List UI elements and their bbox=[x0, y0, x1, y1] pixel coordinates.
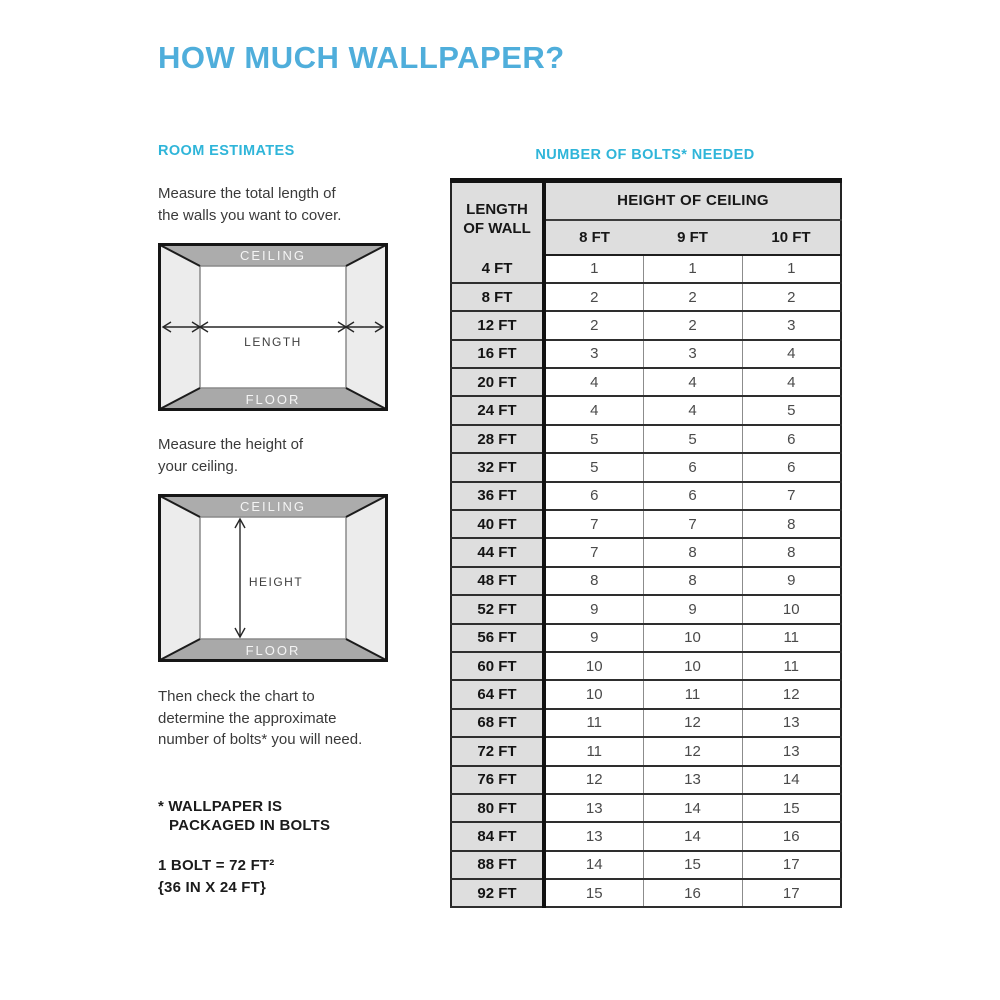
table-row bbox=[451, 368, 841, 396]
table-row bbox=[451, 624, 841, 652]
table-row bbox=[451, 851, 841, 879]
instruction-line: Measure the height of bbox=[158, 436, 304, 453]
footnote-line: * WALLPAPER IS bbox=[158, 797, 283, 815]
bolt-count-cell: 8 bbox=[544, 567, 643, 595]
table-row bbox=[451, 680, 841, 708]
wall-length-label: 56 FT bbox=[451, 624, 544, 652]
bolt-count-cell: 8 bbox=[643, 538, 742, 566]
bolt-count-cell: 11 bbox=[544, 709, 643, 737]
bolt-count-cell: 7 bbox=[544, 538, 643, 566]
bolt-count-cell: 14 bbox=[544, 851, 643, 879]
bolt-count-cell: 9 bbox=[544, 624, 643, 652]
wall-length-label: 12 FT bbox=[451, 311, 544, 339]
bolt-count-cell: 4 bbox=[643, 368, 742, 396]
instruction-measure-length bbox=[158, 183, 450, 226]
bolt-count-cell: 7 bbox=[643, 510, 742, 538]
bolt-count-cell: 5 bbox=[544, 425, 643, 453]
table-row bbox=[451, 482, 841, 510]
bolts-table-header bbox=[451, 181, 841, 255]
bolt-count-cell: 4 bbox=[742, 340, 841, 368]
bolts-needed-section bbox=[450, 147, 840, 908]
wall-length-label: 72 FT bbox=[451, 737, 544, 765]
table-row bbox=[451, 567, 841, 595]
bolt-count-cell: 15 bbox=[544, 879, 643, 907]
wall-length-label: 64 FT bbox=[451, 680, 544, 708]
bolt-count-cell: 6 bbox=[544, 482, 643, 510]
bolt-count-cell: 16 bbox=[643, 879, 742, 907]
wall-length-label: 60 FT bbox=[451, 652, 544, 680]
bolt-count-cell: 2 bbox=[544, 283, 643, 311]
table-row bbox=[451, 709, 841, 737]
wall-length-label: 32 FT bbox=[451, 453, 544, 481]
table-row bbox=[451, 340, 841, 368]
instruction-line: Measure the total length of bbox=[158, 185, 336, 202]
bolt-size-line: 1 BOLT = 72 FT² bbox=[158, 856, 275, 874]
bolt-count-cell: 4 bbox=[643, 396, 742, 424]
instruction-check-chart bbox=[158, 686, 450, 751]
length-room-diagram bbox=[158, 243, 388, 411]
wall-length-label: 16 FT bbox=[451, 340, 544, 368]
instruction-line: determine the approximate bbox=[158, 709, 337, 727]
floor-label: FLOOR bbox=[245, 643, 301, 658]
table-row bbox=[451, 538, 841, 566]
wall-length-label: 76 FT bbox=[451, 766, 544, 794]
bolt-count-cell: 3 bbox=[643, 340, 742, 368]
bolt-count-cell: 12 bbox=[544, 766, 643, 794]
bolt-count-cell: 3 bbox=[544, 340, 643, 368]
wall-length-label: 80 FT bbox=[451, 794, 544, 822]
bolt-count-cell: 13 bbox=[742, 709, 841, 737]
wall-length-label: 8 FT bbox=[451, 283, 544, 311]
wall-length-label: 36 FT bbox=[451, 482, 544, 510]
bolt-count-cell: 5 bbox=[643, 425, 742, 453]
left-wall-plane bbox=[160, 496, 200, 660]
table-row bbox=[451, 737, 841, 765]
footnote-line: PACKAGED IN BOLTS bbox=[169, 816, 331, 834]
bolt-count-cell: 10 bbox=[544, 652, 643, 680]
bolt-count-cell: 8 bbox=[643, 567, 742, 595]
bolt-count-cell: 15 bbox=[742, 794, 841, 822]
bolt-count-cell: 14 bbox=[643, 794, 742, 822]
bolt-count-cell: 7 bbox=[742, 482, 841, 510]
bolt-count-cell: 9 bbox=[544, 595, 643, 623]
height-room-diagram bbox=[158, 494, 388, 662]
bolt-count-cell: 6 bbox=[643, 453, 742, 481]
bolt-count-cell: 2 bbox=[643, 311, 742, 339]
bolt-count-cell: 4 bbox=[544, 396, 643, 424]
height-label: HEIGHT bbox=[248, 575, 304, 589]
table-row bbox=[451, 255, 841, 283]
bolt-count-cell: 3 bbox=[742, 311, 841, 339]
bolt-count-cell: 2 bbox=[643, 283, 742, 311]
bolt-count-cell: 11 bbox=[742, 624, 841, 652]
col-header-8ft: 8 FT bbox=[544, 220, 643, 255]
instruction-line: Then check the chart to bbox=[158, 688, 315, 705]
wall-length-label: 52 FT bbox=[451, 595, 544, 623]
bolt-count-cell: 13 bbox=[544, 822, 643, 850]
bolt-count-cell: 14 bbox=[742, 766, 841, 794]
bolt-count-cell: 9 bbox=[742, 567, 841, 595]
wall-length-label: 44 FT bbox=[451, 538, 544, 566]
bolt-count-cell: 15 bbox=[643, 851, 742, 879]
col-header-9ft: 9 FT bbox=[643, 220, 742, 255]
wall-length-label: 68 FT bbox=[451, 709, 544, 737]
bolts-needed-heading: NUMBER OF BOLTS* NEEDED bbox=[535, 147, 755, 163]
bolt-count-cell: 11 bbox=[742, 652, 841, 680]
bolt-count-cell: 13 bbox=[544, 794, 643, 822]
table-row bbox=[451, 425, 841, 453]
table-row bbox=[451, 879, 841, 907]
room-estimates-section bbox=[158, 143, 450, 899]
ceiling-label: CEILING bbox=[239, 499, 307, 514]
bolt-count-cell: 10 bbox=[643, 624, 742, 652]
bolt-count-cell: 12 bbox=[643, 709, 742, 737]
table-row bbox=[451, 510, 841, 538]
wall-length-label: 4 FT bbox=[451, 255, 544, 283]
wallpaper-bolts-footnote bbox=[158, 797, 450, 835]
bolt-count-cell: 13 bbox=[742, 737, 841, 765]
bolt-count-cell: 10 bbox=[742, 595, 841, 623]
bolt-count-cell: 8 bbox=[742, 538, 841, 566]
bolt-count-cell: 16 bbox=[742, 822, 841, 850]
bolt-count-cell: 2 bbox=[544, 311, 643, 339]
bolt-count-cell: 1 bbox=[742, 255, 841, 283]
bolt-size-note bbox=[158, 855, 450, 899]
bolt-count-cell: 17 bbox=[742, 851, 841, 879]
bolt-count-cell: 12 bbox=[742, 680, 841, 708]
header-line: OF WALL bbox=[463, 219, 531, 237]
table-row bbox=[451, 794, 841, 822]
wall-length-label: 28 FT bbox=[451, 425, 544, 453]
wall-length-label: 92 FT bbox=[451, 879, 544, 907]
bolt-count-cell: 8 bbox=[742, 510, 841, 538]
bolt-count-cell: 4 bbox=[742, 368, 841, 396]
wall-length-label: 48 FT bbox=[451, 567, 544, 595]
table-row bbox=[451, 453, 841, 481]
table-row bbox=[451, 311, 841, 339]
bolt-size-line: {36 IN X 24 FT} bbox=[158, 878, 267, 896]
bolts-table bbox=[450, 178, 842, 908]
right-wall-plane bbox=[346, 496, 386, 660]
bolt-count-cell: 14 bbox=[643, 822, 742, 850]
wall-length-label: 84 FT bbox=[451, 822, 544, 850]
instruction-line: your ceiling. bbox=[158, 457, 239, 475]
bolt-count-cell: 2 bbox=[742, 283, 841, 311]
page-title: HOW MUCH WALLPAPER? bbox=[158, 40, 565, 75]
bolt-count-cell: 1 bbox=[544, 255, 643, 283]
bolt-count-cell: 5 bbox=[742, 396, 841, 424]
col-header-length-of-wall bbox=[451, 181, 544, 255]
table-row bbox=[451, 396, 841, 424]
table-row bbox=[451, 595, 841, 623]
table-row bbox=[451, 822, 841, 850]
wall-length-label: 24 FT bbox=[451, 396, 544, 424]
length-label: LENGTH bbox=[244, 335, 302, 349]
bolt-count-cell: 11 bbox=[643, 680, 742, 708]
bolt-count-cell: 4 bbox=[544, 368, 643, 396]
instruction-line: number of bolts* you will need. bbox=[158, 731, 363, 748]
wall-length-label: 88 FT bbox=[451, 851, 544, 879]
bolt-count-cell: 13 bbox=[643, 766, 742, 794]
col-header-10ft: 10 FT bbox=[742, 220, 841, 255]
header-line: LENGTH bbox=[466, 200, 528, 218]
table-row bbox=[451, 283, 841, 311]
ceiling-label: CEILING bbox=[239, 248, 307, 263]
bolt-count-cell: 17 bbox=[742, 879, 841, 907]
bolt-count-cell: 10 bbox=[643, 652, 742, 680]
bolt-count-cell: 11 bbox=[544, 737, 643, 765]
floor-label: FLOOR bbox=[245, 392, 301, 407]
bolts-table-body bbox=[451, 255, 841, 908]
table-row bbox=[451, 652, 841, 680]
bolt-count-cell: 12 bbox=[643, 737, 742, 765]
wall-length-label: 20 FT bbox=[451, 368, 544, 396]
table-row bbox=[451, 766, 841, 794]
col-group-header-height-of-ceiling: HEIGHT OF CEILING bbox=[544, 181, 841, 220]
bolt-count-cell: 9 bbox=[643, 595, 742, 623]
bolt-count-cell: 6 bbox=[742, 425, 841, 453]
bolt-count-cell: 1 bbox=[643, 255, 742, 283]
bolt-count-cell: 7 bbox=[544, 510, 643, 538]
instruction-measure-height bbox=[158, 434, 450, 477]
bolt-count-cell: 10 bbox=[544, 680, 643, 708]
bolt-count-cell: 6 bbox=[643, 482, 742, 510]
room-estimates-heading: ROOM ESTIMATES bbox=[158, 143, 295, 159]
bolt-count-cell: 6 bbox=[742, 453, 841, 481]
wall-length-label: 40 FT bbox=[451, 510, 544, 538]
bolt-count-cell: 5 bbox=[544, 453, 643, 481]
instruction-line: the walls you want to cover. bbox=[158, 206, 342, 224]
